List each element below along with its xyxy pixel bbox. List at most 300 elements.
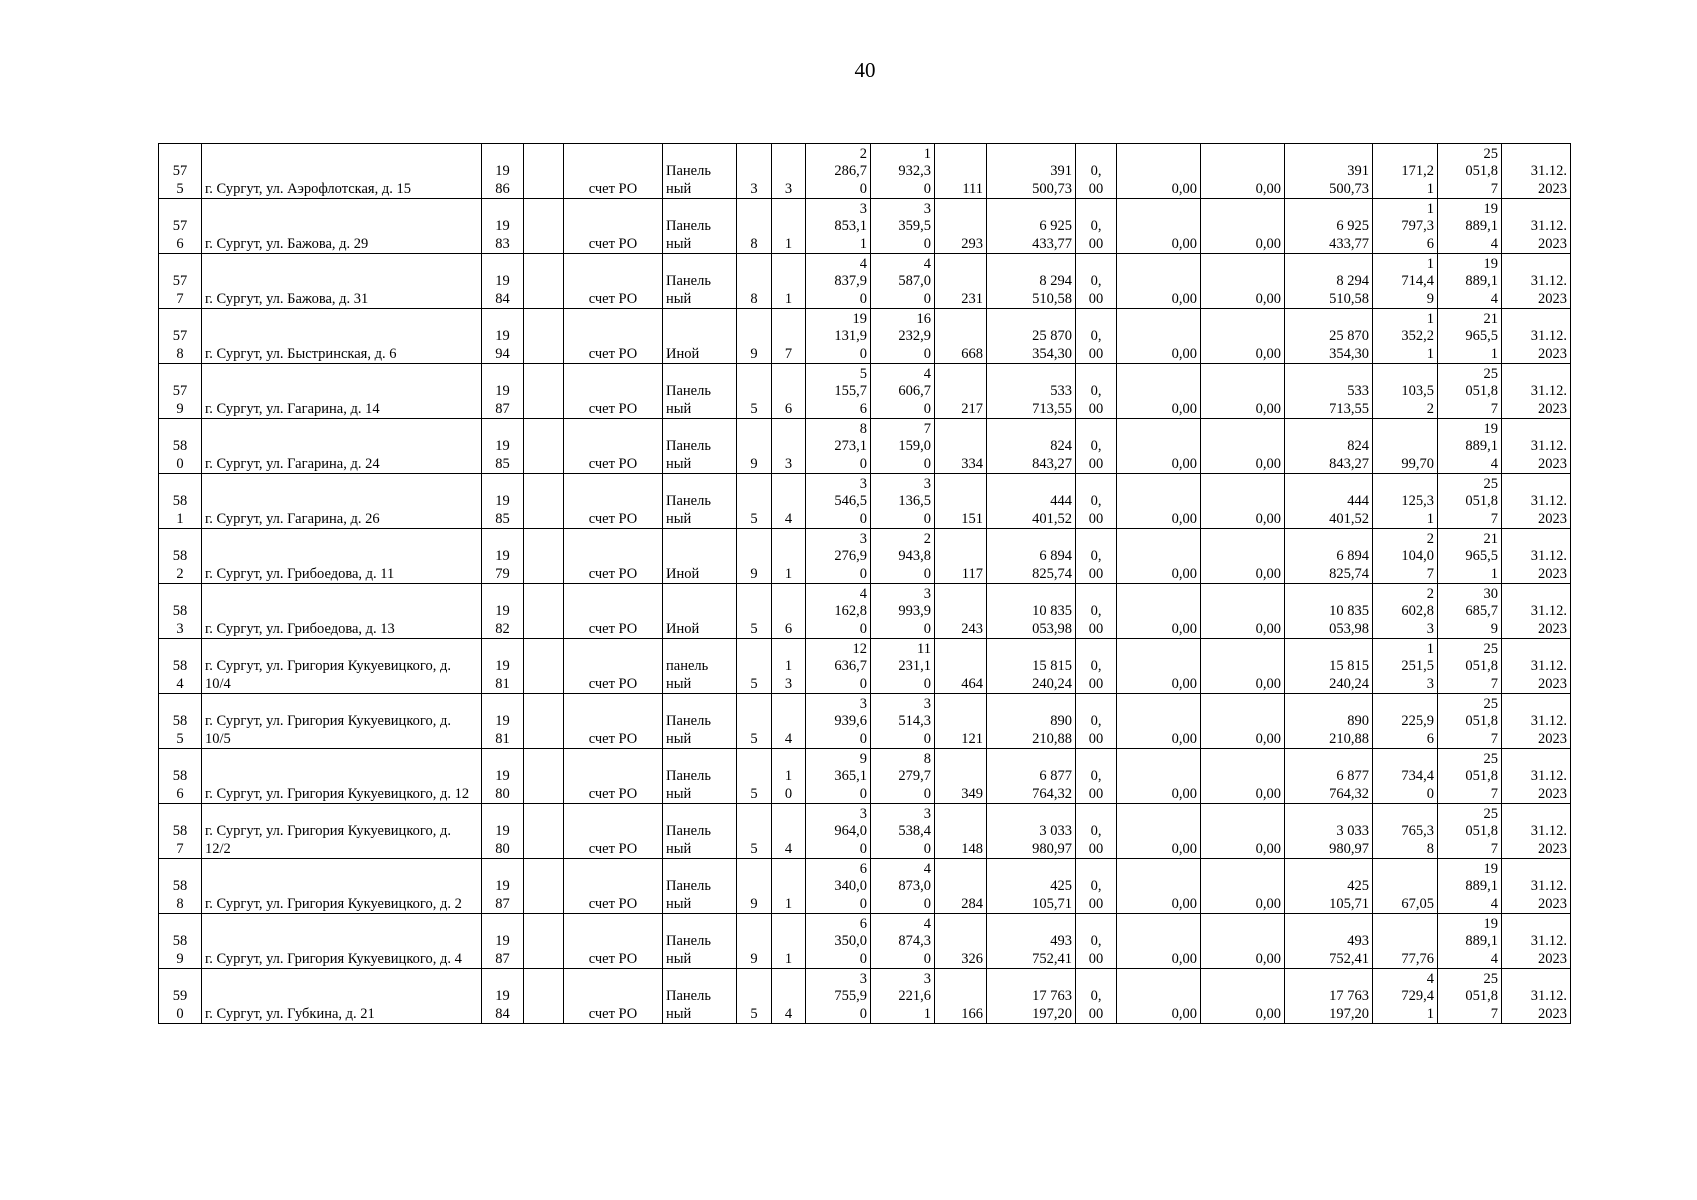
- cell-ent: [772, 914, 806, 969]
- table-row: [159, 309, 1571, 364]
- cell-limit-text: 19 889,1 4: [1465, 915, 1498, 967]
- cell-limit: [1438, 969, 1502, 1024]
- cell-fund: [564, 199, 663, 254]
- cell-num: [159, 694, 202, 749]
- cell-year-text: 19 85: [495, 438, 510, 472]
- cell-c1: [1076, 364, 1117, 419]
- cell-wall: [663, 584, 737, 639]
- cell-date: [1502, 309, 1571, 364]
- cell-date: [1502, 694, 1571, 749]
- cell-year-text: 19 87: [495, 878, 510, 912]
- cell-year: [482, 419, 524, 474]
- cell-fund: [564, 254, 663, 309]
- cell-c4-text: 6 894 825,74: [1329, 548, 1369, 582]
- cell-area-live: [871, 859, 935, 914]
- cell-c2-text: 0,00: [1171, 840, 1197, 857]
- cell-people-text: 243: [961, 620, 983, 637]
- cell-c1: [1076, 804, 1117, 859]
- cell-blank: [524, 529, 564, 584]
- cell-c2: [1117, 474, 1201, 529]
- cell-limit-text: 21 965,5 1: [1465, 530, 1498, 582]
- cell-c4-text: 10 835 053,98: [1329, 603, 1369, 637]
- cell-wall-text: Иной: [666, 620, 700, 637]
- cell-c3-text: 0,00: [1255, 840, 1281, 857]
- cell-fund: [564, 419, 663, 474]
- cell-cost-text: 8 294 510,58: [1032, 273, 1072, 307]
- cell-floors: [737, 694, 772, 749]
- cell-wall: [663, 914, 737, 969]
- cell-ent: [772, 529, 806, 584]
- cell-year-text: 19 94: [495, 328, 510, 362]
- cell-addr-text: г. Сургут, ул. Григория Кукуевицкого, д. 2: [205, 895, 462, 912]
- cell-cost-text: 3 033 980,97: [1032, 823, 1072, 857]
- cell-date-text: 31.12. 2023: [1530, 273, 1567, 307]
- cell-addr-text: г. Сургут, ул. Григория Кукуевицкого, д. 12: [205, 785, 470, 802]
- cell-c3-text: 0,00: [1255, 180, 1281, 197]
- cell-blank: [524, 199, 564, 254]
- cell-fund: [564, 694, 663, 749]
- cell-date: [1502, 584, 1571, 639]
- cell-wall: [663, 419, 737, 474]
- cell-ent: [772, 144, 806, 199]
- cell-date: [1502, 859, 1571, 914]
- cell-addr: [202, 914, 482, 969]
- cell-c2-text: 0,00: [1171, 180, 1197, 197]
- cell-wall: [663, 529, 737, 584]
- cell-ent-text: 6: [784, 620, 793, 637]
- table-row: [159, 364, 1571, 419]
- cell-year-text: 19 82: [495, 603, 510, 637]
- cell-unit-text: 103,5 2: [1401, 383, 1434, 417]
- cell-c4: [1285, 694, 1373, 749]
- cell-floors: [737, 749, 772, 804]
- cell-c4-text: 6 877 764,32: [1329, 768, 1369, 802]
- cell-area-live-text: 4 873,0 0: [898, 860, 931, 912]
- cell-people-text: 464: [961, 675, 983, 692]
- cell-date: [1502, 144, 1571, 199]
- cell-wall: [663, 144, 737, 199]
- cell-area-total: [806, 144, 871, 199]
- cell-ent-text: 4: [784, 840, 793, 857]
- cell-num: [159, 529, 202, 584]
- cell-area-total-text: 5 155,7 6: [834, 365, 867, 417]
- cell-fund-text: счет РО: [588, 565, 638, 582]
- cell-unit-text: 225,9 6: [1401, 713, 1434, 747]
- cell-num: [159, 584, 202, 639]
- cell-area-total-text: 19 131,9 0: [834, 310, 867, 362]
- cell-c4: [1285, 254, 1373, 309]
- cell-blank: [524, 969, 564, 1024]
- table-row: [159, 584, 1571, 639]
- cell-c4-text: 17 763 197,20: [1329, 988, 1369, 1022]
- cell-people-text: 231: [961, 290, 983, 307]
- cell-wall: [663, 639, 737, 694]
- cell-num-text: 57 7: [172, 273, 188, 307]
- cell-num-text: 57 9: [172, 383, 188, 417]
- cell-date-text: 31.12. 2023: [1530, 768, 1567, 802]
- cell-num: [159, 419, 202, 474]
- cell-wall-text: Панель ный: [666, 823, 711, 857]
- table-row: [159, 639, 1571, 694]
- cell-year: [482, 144, 524, 199]
- cell-blank: [524, 749, 564, 804]
- cell-c2-text: 0,00: [1171, 785, 1197, 802]
- cell-ent-text: 1 3: [784, 658, 793, 692]
- cell-cost: [987, 474, 1076, 529]
- cell-blank: [524, 144, 564, 199]
- cell-fund: [564, 529, 663, 584]
- cell-floors: [737, 419, 772, 474]
- cell-c4-text: 493 752,41: [1329, 933, 1369, 967]
- cell-fund-text: счет РО: [588, 950, 638, 967]
- cell-c2: [1117, 804, 1201, 859]
- cell-addr-text: г. Сургут, ул. Грибоедова, д. 11: [205, 565, 395, 582]
- cell-c1-text: 0, 00: [1088, 273, 1104, 307]
- cell-limit: [1438, 309, 1502, 364]
- cell-limit: [1438, 254, 1502, 309]
- cell-people: [935, 639, 987, 694]
- cell-c1-text: 0, 00: [1088, 548, 1104, 582]
- cell-people-text: 326: [961, 950, 983, 967]
- cell-c1: [1076, 584, 1117, 639]
- cell-date: [1502, 749, 1571, 804]
- cell-c1: [1076, 749, 1117, 804]
- cell-cost-text: 25 870 354,30: [1032, 328, 1072, 362]
- cell-people-text: 349: [961, 785, 983, 802]
- cell-year-text: 19 84: [495, 988, 510, 1022]
- cell-c1-text: 0, 00: [1088, 768, 1104, 802]
- cell-area-live-text: 11 231,1 0: [898, 640, 931, 692]
- cell-people: [935, 859, 987, 914]
- cell-blank: [524, 584, 564, 639]
- cell-area-live: [871, 529, 935, 584]
- cell-addr-text: г. Сургут, ул. Григория Кукуевицкого, д. 10/5: [205, 713, 451, 747]
- cell-unit: [1373, 914, 1438, 969]
- cell-people-text: 334: [961, 455, 983, 472]
- cell-area-total-text: 4 837,9 0: [834, 255, 867, 307]
- cell-area-total: [806, 749, 871, 804]
- cell-floors: [737, 199, 772, 254]
- cell-c3: [1201, 914, 1285, 969]
- cell-ent-text: 1 0: [784, 768, 793, 802]
- cell-wall-text: Панель ный: [666, 273, 711, 307]
- cell-c1: [1076, 199, 1117, 254]
- cell-c4: [1285, 199, 1373, 254]
- cell-area-total-text: 3 964,0 0: [834, 805, 867, 857]
- cell-floors: [737, 804, 772, 859]
- cell-fund-text: счет РО: [588, 895, 638, 912]
- cell-c3-text: 0,00: [1255, 785, 1281, 802]
- cell-unit: [1373, 419, 1438, 474]
- cell-c2-text: 0,00: [1171, 565, 1197, 582]
- cell-addr: [202, 144, 482, 199]
- cell-unit: [1373, 199, 1438, 254]
- cell-cost-text: 444 401,52: [1032, 493, 1072, 527]
- cell-c3: [1201, 364, 1285, 419]
- cell-date-text: 31.12. 2023: [1530, 548, 1567, 582]
- cell-area-total: [806, 529, 871, 584]
- cell-unit: [1373, 309, 1438, 364]
- cell-cost: [987, 914, 1076, 969]
- table-row: [159, 474, 1571, 529]
- cell-ent: [772, 199, 806, 254]
- cell-blank: [524, 309, 564, 364]
- cell-limit: [1438, 749, 1502, 804]
- cell-date: [1502, 254, 1571, 309]
- cell-year-text: 19 83: [495, 218, 510, 252]
- cell-c2-text: 0,00: [1171, 1005, 1197, 1022]
- cell-c1-text: 0, 00: [1088, 933, 1104, 967]
- cell-people: [935, 419, 987, 474]
- cell-people-text: 111: [962, 180, 983, 197]
- cell-people-text: 166: [961, 1005, 983, 1022]
- cell-year: [482, 639, 524, 694]
- cell-limit: [1438, 419, 1502, 474]
- cell-c4: [1285, 419, 1373, 474]
- cell-wall: [663, 749, 737, 804]
- cell-ent: [772, 859, 806, 914]
- cell-c3: [1201, 199, 1285, 254]
- cell-addr-text: г. Сургут, ул. Григория Кукуевицкого, д. 4: [205, 950, 462, 967]
- cell-floors-text: 3: [750, 180, 758, 197]
- cell-area-total: [806, 474, 871, 529]
- cell-c1-text: 0, 00: [1088, 823, 1104, 857]
- cell-ent: [772, 694, 806, 749]
- cell-num: [159, 474, 202, 529]
- cell-year: [482, 254, 524, 309]
- cell-wall: [663, 364, 737, 419]
- cell-unit-text: 1 251,5 3: [1401, 640, 1434, 692]
- cell-floors-text: 8: [750, 290, 758, 307]
- cell-date-text: 31.12. 2023: [1530, 493, 1567, 527]
- cell-floors: [737, 859, 772, 914]
- cell-ent: [772, 474, 806, 529]
- cell-num-text: 58 2: [172, 548, 188, 582]
- cell-ent-text: 1: [784, 235, 793, 252]
- table-row: [159, 199, 1571, 254]
- cell-ent: [772, 364, 806, 419]
- cell-num-text: 57 5: [172, 163, 188, 197]
- cell-c2: [1117, 914, 1201, 969]
- cell-num: [159, 199, 202, 254]
- cell-date-text: 31.12. 2023: [1530, 823, 1567, 857]
- cell-c2: [1117, 694, 1201, 749]
- cell-floors: [737, 639, 772, 694]
- cell-addr: [202, 639, 482, 694]
- cell-num: [159, 364, 202, 419]
- cell-floors: [737, 529, 772, 584]
- cell-area-total-text: 3 276,9 0: [834, 530, 867, 582]
- cell-date: [1502, 474, 1571, 529]
- cell-c1-text: 0, 00: [1088, 328, 1104, 362]
- cell-limit: [1438, 584, 1502, 639]
- cell-addr-text: г. Сургут, ул. Грибоедова, д. 13: [205, 620, 395, 637]
- cell-ent: [772, 749, 806, 804]
- cell-wall: [663, 694, 737, 749]
- cell-people-text: 293: [961, 235, 983, 252]
- cell-area-live: [871, 364, 935, 419]
- cell-date: [1502, 914, 1571, 969]
- cell-addr-text: г. Сургут, ул. Гагарина, д. 24: [205, 455, 380, 472]
- cell-num-text: 58 6: [172, 768, 188, 802]
- cell-area-live-text: 8 279,7 0: [898, 750, 931, 802]
- cell-cost: [987, 749, 1076, 804]
- cell-num: [159, 254, 202, 309]
- cell-area-total: [806, 914, 871, 969]
- cell-cost-text: 6 925 433,77: [1032, 218, 1072, 252]
- cell-fund: [564, 364, 663, 419]
- cell-c2: [1117, 309, 1201, 364]
- cell-area-live-text: 3 359,5 0: [898, 200, 931, 252]
- cell-c3: [1201, 694, 1285, 749]
- cell-c3-text: 0,00: [1255, 1005, 1281, 1022]
- cell-c2-text: 0,00: [1171, 345, 1197, 362]
- cell-cost-text: 533 713,55: [1032, 383, 1072, 417]
- cell-people: [935, 914, 987, 969]
- cell-c3: [1201, 474, 1285, 529]
- cell-c4-text: 8 294 510,58: [1329, 273, 1369, 307]
- cell-c3-text: 0,00: [1255, 345, 1281, 362]
- cell-c4: [1285, 749, 1373, 804]
- cell-addr: [202, 804, 482, 859]
- cell-c3: [1201, 254, 1285, 309]
- cell-area-live: [871, 914, 935, 969]
- cell-c2: [1117, 969, 1201, 1024]
- cell-floors-text: 9: [750, 895, 758, 912]
- cell-floors-text: 5: [750, 1005, 758, 1022]
- cell-area-total-text: 9 365,1 0: [834, 750, 867, 802]
- cell-c1: [1076, 254, 1117, 309]
- cell-limit: [1438, 364, 1502, 419]
- cell-addr-text: г. Сургут, ул. Быстринская, д. 6: [205, 345, 397, 362]
- cell-c4-text: 890 210,88: [1329, 713, 1369, 747]
- cell-addr-text: г. Сургут, ул. Гагарина, д. 14: [205, 400, 380, 417]
- cell-c4: [1285, 859, 1373, 914]
- cell-limit: [1438, 474, 1502, 529]
- cell-area-live: [871, 969, 935, 1024]
- cell-limit-text: 19 889,1 4: [1465, 420, 1498, 472]
- cell-fund-text: счет РО: [588, 785, 638, 802]
- cell-area-total: [806, 694, 871, 749]
- cell-unit: [1373, 694, 1438, 749]
- cell-c3: [1201, 804, 1285, 859]
- cell-year: [482, 859, 524, 914]
- cell-cost-text: 890 210,88: [1032, 713, 1072, 747]
- cell-limit-text: 25 051,8 7: [1465, 970, 1498, 1022]
- cell-area-total-text: 6 340,0 0: [834, 860, 867, 912]
- cell-limit: [1438, 694, 1502, 749]
- cell-cost: [987, 254, 1076, 309]
- cell-cost-text: 15 815 240,24: [1032, 658, 1072, 692]
- cell-area-total-text: 12 636,7 0: [834, 640, 867, 692]
- cell-unit-text: 1 714,4 9: [1401, 255, 1434, 307]
- cell-wall-text: Панель ный: [666, 383, 711, 417]
- cell-cost-text: 6 877 764,32: [1032, 768, 1072, 802]
- cell-addr: [202, 529, 482, 584]
- cell-date-text: 31.12. 2023: [1530, 438, 1567, 472]
- cell-addr: [202, 969, 482, 1024]
- cell-c2-text: 0,00: [1171, 290, 1197, 307]
- cell-cost: [987, 804, 1076, 859]
- cell-c4-text: 3 033 980,97: [1329, 823, 1369, 857]
- cell-blank: [524, 639, 564, 694]
- cell-people: [935, 474, 987, 529]
- cell-c1-text: 0, 00: [1088, 658, 1104, 692]
- cell-floors: [737, 474, 772, 529]
- cell-floors-text: 9: [750, 455, 758, 472]
- cell-c1: [1076, 144, 1117, 199]
- cell-c2: [1117, 199, 1201, 254]
- cell-limit: [1438, 859, 1502, 914]
- cell-limit-text: 30 685,7 9: [1465, 585, 1498, 637]
- cell-num-text: 58 9: [172, 933, 188, 967]
- cell-addr: [202, 309, 482, 364]
- cell-area-live-text: 3 221,6 1: [898, 970, 931, 1022]
- cell-year-text: 19 81: [495, 713, 510, 747]
- cell-area-live-text: 4 587,0 0: [898, 255, 931, 307]
- cell-blank: [524, 364, 564, 419]
- cell-date: [1502, 969, 1571, 1024]
- cell-blank: [524, 694, 564, 749]
- cell-unit: [1373, 859, 1438, 914]
- cell-area-live-text: 1 932,3 0: [898, 145, 931, 197]
- cell-year: [482, 584, 524, 639]
- cell-limit-text: 25 051,8 7: [1465, 640, 1498, 692]
- table-row: [159, 419, 1571, 474]
- cell-unit: [1373, 364, 1438, 419]
- cell-fund-text: счет РО: [588, 840, 638, 857]
- cell-c3-text: 0,00: [1255, 235, 1281, 252]
- cell-limit: [1438, 199, 1502, 254]
- cell-area-total-text: 3 546,5 0: [834, 475, 867, 527]
- cell-wall-text: Панель ный: [666, 438, 711, 472]
- table-row: [159, 749, 1571, 804]
- cell-fund-text: счет РО: [588, 730, 638, 747]
- cell-num: [159, 804, 202, 859]
- cell-c3-text: 0,00: [1255, 400, 1281, 417]
- cell-wall-text: Иной: [666, 345, 700, 362]
- cell-people: [935, 254, 987, 309]
- cell-c3-text: 0,00: [1255, 565, 1281, 582]
- cell-area-total-text: 3 853,1 1: [834, 200, 867, 252]
- cell-ent-text: 3: [784, 455, 793, 472]
- table-row: [159, 969, 1571, 1024]
- cell-floors-text: 5: [750, 840, 758, 857]
- cell-c3-text: 0,00: [1255, 895, 1281, 912]
- cell-people: [935, 694, 987, 749]
- cell-date: [1502, 529, 1571, 584]
- cell-wall: [663, 804, 737, 859]
- cell-area-live-text: 4 874,3 0: [898, 915, 931, 967]
- cell-date-text: 31.12. 2023: [1530, 218, 1567, 252]
- cell-addr: [202, 749, 482, 804]
- table-body: [159, 144, 1571, 1024]
- cell-limit: [1438, 804, 1502, 859]
- cell-c2: [1117, 859, 1201, 914]
- cell-date-text: 31.12. 2023: [1530, 163, 1567, 197]
- cell-area-total: [806, 804, 871, 859]
- cell-area-live: [871, 804, 935, 859]
- cell-floors-text: 9: [750, 950, 758, 967]
- cell-c1: [1076, 969, 1117, 1024]
- cell-date-text: 31.12. 2023: [1530, 383, 1567, 417]
- cell-c1-text: 0, 00: [1088, 383, 1104, 417]
- cell-c4: [1285, 474, 1373, 529]
- cell-area-live-text: 3 514,3 0: [898, 695, 931, 747]
- cell-year-text: 19 81: [495, 658, 510, 692]
- cell-unit-text: 2 104,0 7: [1401, 530, 1434, 582]
- cell-unit: [1373, 639, 1438, 694]
